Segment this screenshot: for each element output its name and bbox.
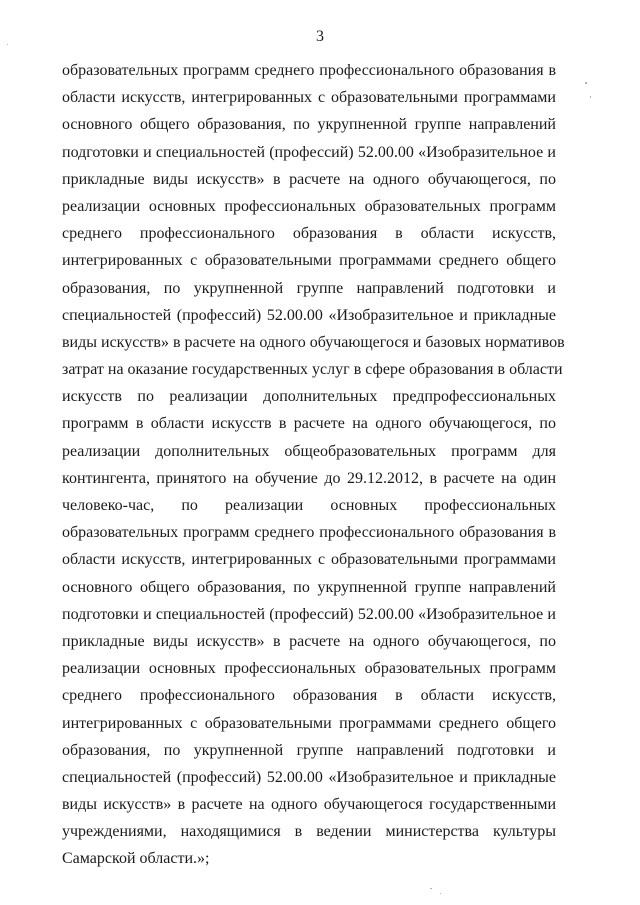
text-line: образования, по укрупненной группе направлений подготовки и xyxy=(62,279,556,297)
text-line: затрат на оказание государственных услуг в сфере образования в области xyxy=(62,361,563,379)
text-line: подготовки и специальностей (профессий) 52.00.00 «Изобразительное и xyxy=(62,605,556,623)
text-line: реализации дополнительных общеобразовательных программ для xyxy=(62,442,556,460)
text-line: контингента, принятого на обучение до 29.12.2012, в расчете на один xyxy=(62,469,556,487)
text-line: интегрированных с образовательными программами среднего общего xyxy=(62,714,556,732)
scan-speck xyxy=(585,82,587,84)
scan-speck xyxy=(440,893,441,894)
text-line: среднего профессионального образования в области искусств, xyxy=(62,225,556,243)
text-line: реализации основных профессиональных образовательных программ xyxy=(62,660,556,678)
text-line: учреждениями, находящимися в ведении министерства культуры xyxy=(62,823,556,841)
text-line: искусств по реализации дополнительных предпрофессиональных xyxy=(62,388,556,406)
text-line: прикладные виды искусств» в расчете на одного обучающегося, по xyxy=(62,170,556,188)
scan-speck xyxy=(7,44,8,45)
text-line: человеко-час, по реализации основных профессиональных xyxy=(62,497,556,514)
text-line: области искусств, интегрированных с образовательными программами xyxy=(62,551,556,569)
body-text xyxy=(62,57,565,873)
text-line: виды искусств» в расчете на одного обучающегося государственными xyxy=(62,796,556,814)
text-line-last: Самарской области.»; xyxy=(62,850,210,868)
text-line: образовательных программ среднего профессионального образования в xyxy=(62,62,556,79)
text-line: подготовки и специальностей (профессий) 52.00.00 «Изобразительное и xyxy=(62,143,556,161)
scan-speck xyxy=(590,96,591,98)
text-line: программ в области искусств в расчете на одного обучающегося, по xyxy=(62,415,556,433)
text-line: образования, по укрупненной группе направлений подготовки и xyxy=(62,741,556,759)
text-line: специальностей (профессий) 52.00.00 «Изобразительное и прикладные xyxy=(62,768,556,786)
text-line: специальностей (профессий) 52.00.00 «Изобразительное и прикладные xyxy=(62,306,556,324)
scan-speck xyxy=(430,888,432,889)
text-line: образовательных программ среднего профессионального образования в xyxy=(62,524,556,542)
text-line: интегрированных с образовательными программами среднего общего xyxy=(62,252,556,270)
text-line: среднего профессионального образования в области искусств, xyxy=(62,687,556,705)
text-line: основного общего образования, по укрупненной группе направлений xyxy=(62,116,556,134)
page-number: 3 xyxy=(316,28,324,45)
text-line: реализации основных профессиональных образовательных программ xyxy=(62,197,556,215)
text-line: прикладные виды искусств» в расчете на одного обучающегося, по xyxy=(62,632,556,650)
text-line: области искусств, интегрированных с образовательными программами xyxy=(62,89,556,107)
text-line: основного общего образования, по укрупненной группе направлений xyxy=(62,578,556,596)
text-line: виды искусств» в расчете на одного обучающегося и базовых нормативов xyxy=(62,333,565,351)
